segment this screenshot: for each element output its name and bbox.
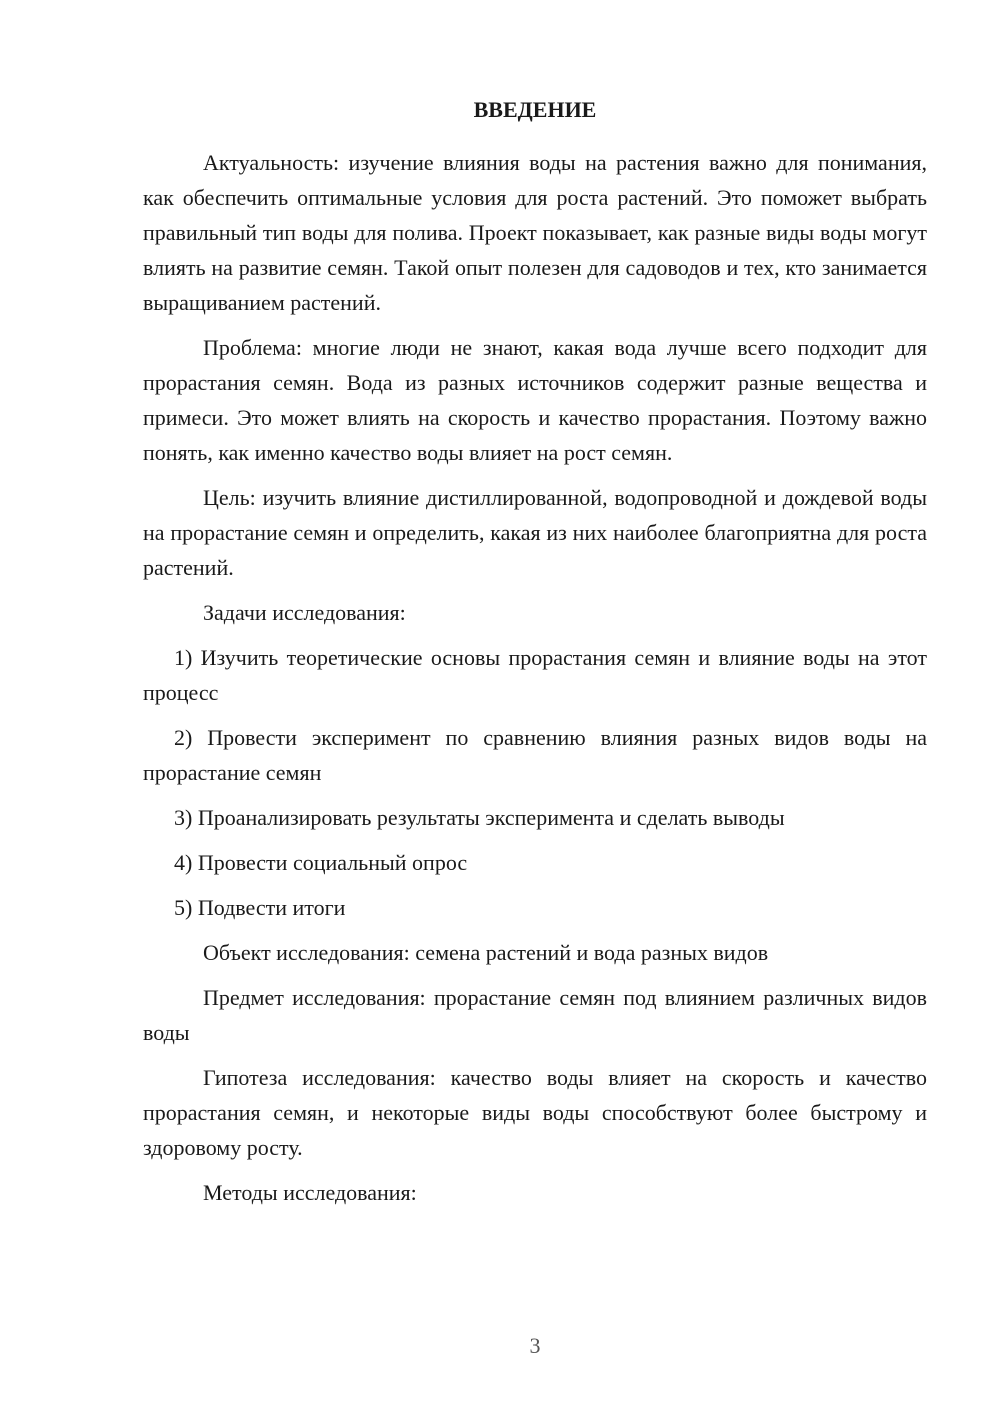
paragraph-goal: Цель: изучить влияние дистиллированной, водопроводной и дождевой воды на прорастание семян и определить, какая из них наиболее благоприятна для роста растений. (143, 485, 927, 580)
task-item-3: 3) Проанализировать результаты эксперимента и сделать выводы (174, 805, 785, 830)
paragraph-methods: Методы исследования: (203, 1180, 417, 1205)
paragraph-tasks-intro: Задачи исследования: (203, 600, 406, 625)
task-item-1: 1) Изучить теоретические основы прорастания семян и влияние воды на этот процесс (143, 645, 927, 705)
document-body (143, 92, 927, 1220)
paragraph-relevance: Актуальность: изучение влияния воды на растения важно для понимания, как обеспечить оптимальные условия для роста растений. Это поможет выбрать правильный тип воды для полива. Проект показывает, как разные виды воды могут влиять на развитие семян. Такой опыт полезен для садоводов и тех, кто занимается выращиванием растений. (143, 150, 927, 315)
paragraph-problem: Проблема: многие люди не знают, какая вода лучше всего подходит для прорастания семян. Вода из разных источников содержит разные вещества и примеси. Это может влиять на скорость и качество прорастания. Поэтому важно понять, как именно качество воды влияет на рост семян. (143, 335, 927, 465)
paragraph-object: Объект исследования: семена растений и вода разных видов (203, 940, 769, 965)
task-item-4: 4) Провести социальный опрос (174, 850, 468, 875)
paragraph-subject: Предмет исследования: прорастание семян под влиянием различных видов воды (143, 985, 927, 1045)
section-heading: ВВЕДЕНИЕ (473, 97, 597, 122)
task-item-5: 5) Подвести итоги (174, 895, 346, 920)
task-item-2: 2) Провести эксперимент по сравнению влияния разных видов воды на прорастание семян (143, 725, 927, 785)
paragraph-hypothesis: Гипотеза исследования: качество воды влияет на скорость и качество прорастания семян, и некоторые виды воды способствуют более быстрому и здоровому росту. (143, 1065, 927, 1160)
page-number: 3 (529, 1333, 541, 1358)
